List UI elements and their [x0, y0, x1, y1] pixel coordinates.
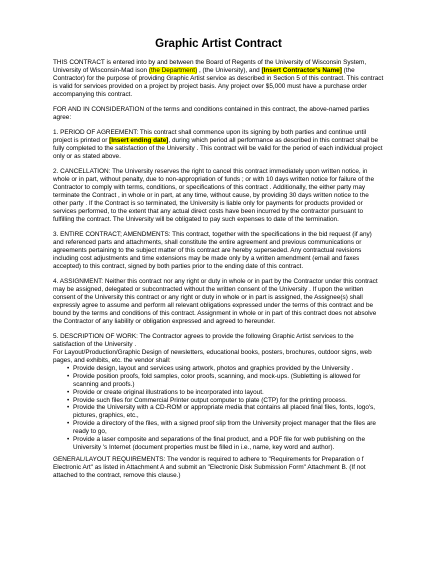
section-entire-contract: 3. ENTIRE CONTRACT; AMENDMENTS: This contract, together with the specifications in the bid request (if any) and referenced parts and attachments, shall constitute the entire agreement and previous communications or agreements pertaining to the subject matter of this contract are hereby superseded. Any contractual revisions including cost adjustments and time extensions may be made only by a written amendment (email and faxes accepted) to this contract, signed by both parties prior to the ending date of this contract. — [53, 231, 372, 270]
list-item: • Provide position proofs, fold samples, color proofs, scanning, and mock-ups. (Subletting is allowed for scanning and proofs.) — [67, 373, 384, 389]
period-text-2: , during which period all performance as described in this contract shall be fully completed to the satisfaction of the University . This contract will be valid for the period of each individual project only or as stated above. — [53, 137, 383, 161]
list-item: • Provide the University with a CD-ROM or appropriate media that contains all placed final files, fonts, logo's, pictures, graphics, etc., — [67, 404, 384, 420]
intro-text-1: THIS CONTRACT is entered into by and between the Board of Regents of the University of Wisconsin System, University of Wisconsin-Mad ison — [53, 59, 367, 74]
section-description-of-work: 5. DESCRIPTION OF WORK: The Contractor agrees to provide the following Graphic Artist services to the satisfaction of the University . — [53, 333, 354, 349]
section-cancellation: 2. CANCELLATION: The University reserves the right to cancel this contract immediately upon written notice, in whole or in part, without penalty, due to non-appropriation of funds ; or with 10 days written notice for failure of the Contractor to comply with terms, conditions, or specifications of this contract . Additionally, the either party may terminate the Contract , in whole or in part, at any time, without cause, by providing 30 days written notice to the other party . If the Contract is so terminated, the University is liable only for payments for products provided or services performed, to the extent that any actual direct costs have been incurred by the contractor pursuant to fulfilling the contract. The University will be obligated to pay such expenses to date of the termination. — [53, 168, 375, 223]
list-item: • Provide a directory of the files, with a signed proof slip from the University project manager that the files are ready to go, — [67, 420, 384, 436]
document-title: Graphic Artist Contract — [155, 38, 282, 50]
list-item: • Provide or create original illustrations to be incorporated into layout. — [67, 389, 384, 397]
list-item: • Provide such files for Commercial Printer output computer to plate (CTP) for the printing process. — [67, 397, 384, 405]
consideration-paragraph: FOR AND IN CONSIDERATION of the terms and conditions contained in this contract, the above-named parties agree: — [53, 106, 370, 121]
section-period-of-agreement — [53, 129, 384, 161]
intro-text-2: , (the University), and — [197, 66, 262, 74]
layout-production-intro: For Layout/Production/Graphic Design of newsletters, educational books, posters, brochures, outdoor signs, web pages, and exhibits, etc. the vendor shall: — [53, 349, 372, 364]
section-assignment: 4. ASSIGNMENT: Neither this contract nor any right or duty in whole or in part by the Contractor under this contract may be assigned, delegated or subcontracted without the written consent of the University . If upon the written consent of the University this contract or any right or duty in whole or in part is assigned, the Assignee(s) shall expressly agree to assume and perform all relevant obligations expressed under the terms of this contract and be bound by the terms and conditions of this contract. Assignment in whole or in part of this contract does not absolve the Contractor of any liability or obligation expressed and agreed to hereunder. — [53, 278, 378, 325]
contractor-name-placeholder: [Insert Contractor's Name] — [261, 66, 342, 74]
department-placeholder: (the Department) — [148, 66, 198, 74]
intro-text-3: (the Contractor) for the purpose of providing Graphic Artist service as described in Section 5 of this contract. This contract is valid for services provided on a project by project basis. Any project over $5,000 must have a purchase order accompanying this contract. — [53, 66, 384, 98]
list-item: • Provide a laser composite and separations of the final product, and a PDF file for web publishing on the University 's Internet (document properties must be filled in i.e., name, key word and author). — [67, 436, 384, 452]
intro-paragraph — [53, 59, 384, 99]
general-layout-requirements: GENERAL/LAYOUT REQUIREMENTS: The vendor is required to adhere to "Requirements for Preparation o f Electronic Art" as listed in Attachment A and submit an "Electronic Disk Submission Form" Attachment B. (If not attached to the contract, remove this clause.) — [53, 455, 366, 479]
ending-date-placeholder: [Insert ending date] — [109, 137, 169, 145]
work-bullet-list — [53, 365, 384, 452]
period-text-1: 1. PERIOD OF AGREEMENT: This contract shall commence upon its signing by both parties and continue until project is printed or — [53, 129, 367, 145]
list-item: • Provide design, layout and services using artwork, photos and graphics provided by the University . — [67, 365, 384, 373]
